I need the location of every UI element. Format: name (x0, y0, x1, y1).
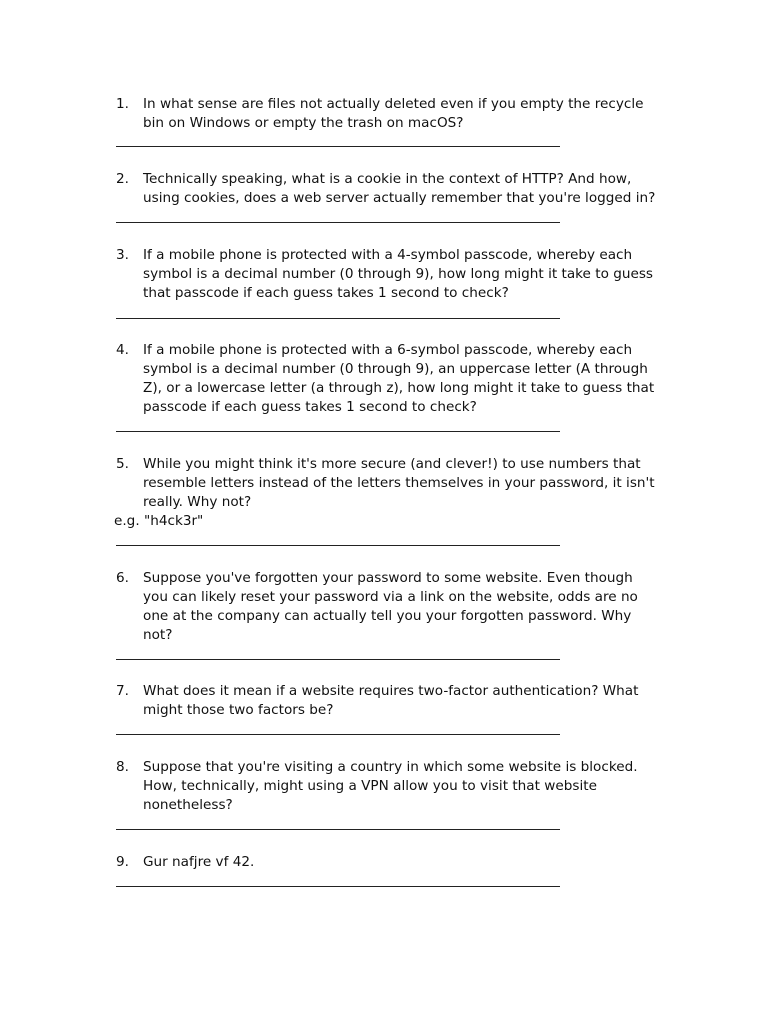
question-number: 8. (116, 759, 129, 775)
question-8 (116, 758, 664, 815)
question-4 (116, 341, 664, 417)
question-line (116, 474, 664, 493)
question-line (116, 758, 664, 777)
answer-line-7[interactable] (116, 734, 560, 735)
question-line (116, 626, 664, 645)
question-line (116, 569, 664, 588)
question-number: 4. (116, 342, 129, 358)
answer-line-1[interactable] (116, 146, 560, 147)
answer-line-4[interactable] (116, 431, 560, 432)
answer-line-3[interactable] (116, 318, 560, 319)
question-text: bin on Windows or empty the trash on macOS? (143, 115, 464, 131)
question-text: symbol is a decimal number (0 through 9), an uppercase letter (A through (143, 361, 648, 377)
answer-line-6[interactable] (116, 659, 560, 660)
question-text: Z), or a lowercase letter (a through z), how long might it take to guess that (143, 380, 655, 396)
question-line (116, 114, 664, 133)
question-line (116, 284, 664, 303)
question-number: 9. (116, 854, 129, 870)
question-line (116, 398, 664, 417)
question-text: If a mobile phone is protected with a 6-symbol passcode, whereby each (143, 342, 633, 358)
answer-line-8[interactable] (116, 829, 560, 830)
answer-line-5[interactable] (116, 545, 560, 546)
question-line (116, 607, 664, 626)
question-text: really. Why not? (143, 494, 252, 510)
question-9 (116, 853, 664, 872)
question-7 (116, 682, 664, 720)
question-text: Suppose that you're visiting a country in which some website is blocked. (143, 759, 638, 775)
question-line (116, 170, 664, 189)
question-text: you can likely reset your password via a link on the website, odds are no (143, 589, 638, 605)
question-line (116, 95, 664, 114)
question-text: resemble letters instead of the letters themselves in your password, it isn't (143, 475, 655, 491)
question-number: 7. (116, 683, 129, 699)
question-3 (116, 246, 664, 303)
question-line (116, 379, 664, 398)
question-line (116, 455, 664, 474)
question-text: How, technically, might using a VPN allow you to visit that website (143, 778, 597, 794)
question-text: using cookies, does a web server actually remember that you're logged in? (143, 190, 656, 206)
question-number: 1. (116, 96, 129, 112)
question-text: that passcode if each guess takes 1 second to check? (143, 285, 509, 301)
question-text: What does it mean if a website requires two-factor authentication? What (143, 683, 639, 699)
question-number: 3. (116, 247, 129, 263)
answer-line-2[interactable] (116, 222, 560, 223)
question-example: e.g. "h4ck3r" (114, 513, 204, 529)
question-text: one at the company can actually tell you your forgotten password. Why (143, 608, 632, 624)
question-text: While you might think it's more secure (and clever!) to use numbers that (143, 456, 641, 472)
question-number: 6. (116, 570, 129, 586)
question-line (116, 360, 664, 379)
question-text: In what sense are files not actually deleted even if you empty the recycle (143, 96, 644, 112)
question-line (116, 246, 664, 265)
question-1 (116, 95, 664, 133)
question-text: passcode if each guess takes 1 second to check? (143, 399, 477, 415)
question-text: nonetheless? (143, 797, 233, 813)
question-line (116, 341, 664, 360)
question-text: symbol is a decimal number (0 through 9), how long might it take to guess (143, 266, 653, 282)
answer-line-9[interactable] (116, 886, 560, 887)
question-line (116, 493, 664, 512)
question-number: 5. (116, 456, 129, 472)
question-line (116, 265, 664, 284)
question-number: 2. (116, 171, 129, 187)
question-text: might those two factors be? (143, 702, 334, 718)
question-text: Technically speaking, what is a cookie in the context of HTTP? And how, (143, 171, 632, 187)
question-line (116, 853, 664, 872)
question-line (116, 777, 664, 796)
question-5 (116, 455, 664, 531)
question-line (116, 796, 664, 815)
question-text: not? (143, 627, 173, 643)
question-text: Suppose you've forgotten your password to some website. Even though (143, 570, 633, 586)
question-2 (116, 170, 664, 208)
question-text: Gur nafjre vf 42. (143, 854, 255, 870)
question-line (116, 682, 664, 701)
question-line (116, 588, 664, 607)
question-line (116, 701, 664, 720)
question-text: If a mobile phone is protected with a 4-symbol passcode, whereby each (143, 247, 633, 263)
question-6 (116, 569, 664, 645)
question-line (116, 189, 664, 208)
